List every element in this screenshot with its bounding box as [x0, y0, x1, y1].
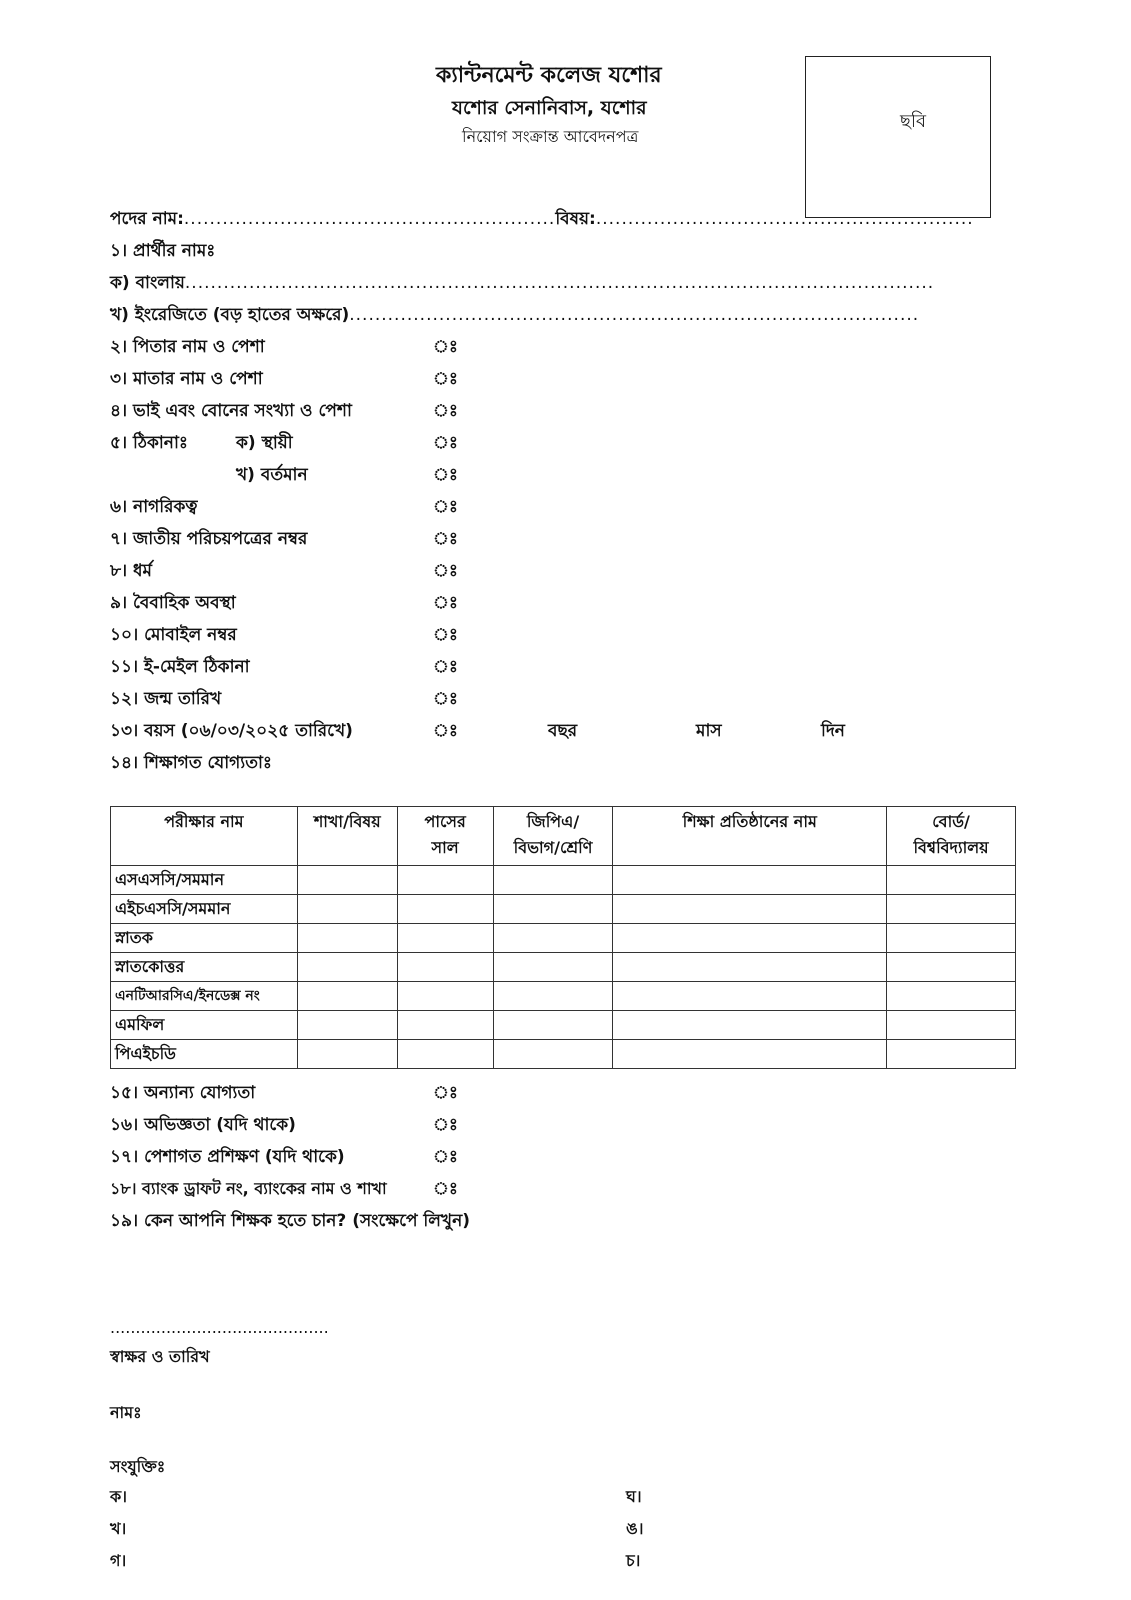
attachment-cha: চ।	[626, 1551, 641, 1570]
cell[interactable]	[297, 866, 397, 895]
table-row	[111, 1040, 1016, 1069]
cell[interactable]	[887, 1040, 1016, 1069]
cell[interactable]	[297, 1011, 397, 1040]
signature-label: স্বাক্ষর ও তারিখ	[110, 1347, 210, 1366]
table-row	[111, 953, 1016, 982]
colon-f15: ঃ	[433, 1083, 458, 1103]
row-label-ssc: এসএসসি/সমমান	[111, 866, 298, 895]
cell[interactable]	[887, 924, 1016, 953]
photo-label: ছবি	[899, 110, 927, 132]
field-name-bangla-label: ক) বাংলায়	[110, 273, 185, 293]
cell[interactable]	[493, 895, 613, 924]
row-label-phd: পিএইচডি	[111, 1040, 298, 1069]
post-label: পদের নাম:	[110, 209, 184, 229]
colon-f5a: ঃ	[433, 433, 458, 453]
field-mother: ৩। মাতার নাম ও পেশা	[110, 369, 263, 389]
field-marital: ৯। বৈবাহিক অবস্থা	[110, 593, 236, 613]
colon-f13: ঃ	[433, 721, 458, 741]
field-other-qualification: ১৫। অন্যান্য যোগ্যতা	[110, 1083, 256, 1103]
attachment-ga: গ।	[110, 1551, 127, 1570]
field-siblings: ৪। ভাই এবং বোনের সংখ্যা ও পেশা	[110, 401, 352, 421]
age-day-label: দিন	[821, 721, 845, 741]
cell[interactable]	[297, 953, 397, 982]
col-header-subject: শাখা/বিষয়	[297, 807, 397, 866]
colon-f11: ঃ	[433, 657, 458, 677]
field-citizenship: ৬। নাগরিকত্ব	[110, 497, 198, 517]
cell[interactable]	[297, 924, 397, 953]
cell[interactable]	[887, 895, 1016, 924]
colon-f5b: ঃ	[433, 465, 458, 485]
attachment-uma: ঙ।	[626, 1519, 644, 1538]
field-name-english-dots: .........................................................................................	[349, 305, 920, 325]
field-training: ১৭। পেশাগত প্রশিক্ষণ (যদি থাকে)	[110, 1147, 345, 1167]
cell[interactable]	[887, 982, 1016, 1011]
colon-f9: ঃ	[433, 593, 458, 613]
age-year-label: বছর	[548, 721, 578, 741]
table-row	[111, 866, 1016, 895]
cell[interactable]	[493, 982, 613, 1011]
colon-f17: ঃ	[433, 1147, 458, 1167]
cell[interactable]	[493, 953, 613, 982]
field-name-english	[110, 302, 919, 330]
table-row	[111, 895, 1016, 924]
signature-dots: ...........................................	[110, 1318, 329, 1337]
colon-f2: ঃ	[433, 337, 458, 357]
name-label: নামঃ	[110, 1403, 142, 1422]
field-religion: ৮। ধর্ম	[110, 561, 152, 581]
field-name-english-label: খ) ইংরেজিতে (বড় হাতের অক্ষরে)	[110, 305, 350, 325]
education-table	[110, 806, 1016, 1069]
college-name: ক্যান্টনমেন্ট কলেজ যশোর	[436, 63, 662, 88]
cell[interactable]	[493, 1011, 613, 1040]
cell[interactable]	[397, 953, 493, 982]
cell[interactable]	[397, 982, 493, 1011]
cell[interactable]	[613, 953, 887, 982]
colon-f12: ঃ	[433, 689, 458, 709]
cell[interactable]	[297, 982, 397, 1011]
row-label-mphil: এমফিল	[111, 1011, 298, 1040]
cell[interactable]	[613, 866, 887, 895]
field-address-present: খ) বর্তমান	[236, 465, 308, 485]
colon-f7: ঃ	[433, 529, 458, 549]
cell[interactable]	[297, 1040, 397, 1069]
post-line	[110, 206, 974, 234]
post-dots: ..........................................................	[183, 209, 556, 229]
row-label-ntrca: এনটিআরসিএ/ইনডেক্স নং	[111, 982, 298, 1011]
cell[interactable]	[887, 1011, 1016, 1040]
attachment-ka: ক।	[110, 1487, 127, 1506]
cell[interactable]	[613, 895, 887, 924]
college-location: যশোর সেনানিবাস, যশোর	[452, 97, 647, 119]
field-applicant-name: ১। প্রার্থীর নামঃ	[110, 241, 216, 261]
row-label-hsc: এইচএসসি/সমমান	[111, 895, 298, 924]
form-title: নিয়োগ সংক্রান্ত আবেদনপত্র	[462, 127, 639, 146]
cell[interactable]	[493, 924, 613, 953]
colon-f16: ঃ	[433, 1115, 458, 1135]
colon-f3: ঃ	[433, 369, 458, 389]
cell[interactable]	[397, 1011, 493, 1040]
cell[interactable]	[613, 1011, 887, 1040]
field-father: ২। পিতার নাম ও পেশা	[110, 337, 265, 357]
attachments-label: সংযুক্তিঃ	[110, 1457, 166, 1476]
field-experience: ১৬। অভিজ্ঞতা (যদি থাকে)	[110, 1115, 296, 1135]
cell[interactable]	[397, 895, 493, 924]
photo-box	[805, 56, 991, 218]
cell[interactable]	[613, 1040, 887, 1069]
col-header-board: বোর্ড/ বিশ্ববিদ্যালয়	[887, 807, 1016, 866]
table-row	[111, 1011, 1016, 1040]
colon-f8: ঃ	[433, 561, 458, 581]
subject-label: বিষয়:	[555, 209, 596, 229]
cell[interactable]	[397, 1040, 493, 1069]
colon-f18: ঃ	[433, 1179, 458, 1199]
col-header-exam: পরীক্ষার নাম	[111, 807, 298, 866]
cell[interactable]	[887, 953, 1016, 982]
col-header-institution: শিক্ষা প্রতিষ্ঠানের নাম	[613, 807, 887, 866]
field-name-bangla-dots: .....................................................................................................................	[184, 273, 935, 293]
row-label-masters: স্নাতকোত্তর	[111, 953, 298, 982]
cell[interactable]	[397, 866, 493, 895]
cell[interactable]	[613, 924, 887, 953]
colon-f10: ঃ	[433, 625, 458, 645]
cell[interactable]	[493, 1040, 613, 1069]
col-header-year: পাসের সাল	[397, 807, 493, 866]
field-education: ১৪। শিক্ষাগত যোগ্যতাঃ	[110, 753, 272, 773]
field-mobile: ১০। মোবাইল নম্বর	[110, 625, 237, 645]
cell[interactable]	[613, 982, 887, 1011]
table-header-row	[111, 807, 1016, 866]
field-bank-draft: ১৮। ব্যাংক ড্রাফট নং, ব্যাংকের নাম ও শাখা	[110, 1179, 387, 1198]
field-why-teacher: ১৯। কেন আপনি শিক্ষক হতে চান? (সংক্ষেপে লিখুন)	[110, 1211, 471, 1231]
field-dob: ১২। জন্ম তারিখ	[110, 689, 222, 709]
field-address: ৫। ঠিকানাঃ	[110, 433, 188, 453]
table-row	[111, 982, 1016, 1011]
field-age: ১৩। বয়স (০৬/০৩/২০২৫ তারিখে)	[110, 721, 353, 741]
cell[interactable]	[397, 924, 493, 953]
attachment-kha: খ।	[110, 1519, 127, 1538]
cell[interactable]	[887, 866, 1016, 895]
attachment-gha: ঘ।	[626, 1487, 642, 1506]
field-name-bangla	[110, 270, 934, 298]
col-header-gpa: জিপিএ/ বিভাগ/শ্রেণি	[493, 807, 613, 866]
field-address-permanent: ক) স্থায়ী	[236, 433, 293, 453]
cell[interactable]	[493, 866, 613, 895]
colon-f6: ঃ	[433, 497, 458, 517]
colon-f4: ঃ	[433, 401, 458, 421]
table-row	[111, 924, 1016, 953]
field-nid: ৭। জাতীয় পরিচয়পত্রের নম্বর	[110, 529, 308, 549]
age-month-label: মাস	[696, 721, 722, 741]
row-label-honours: স্নাতক	[111, 924, 298, 953]
field-email: ১১। ই-মেইল ঠিকানা	[110, 657, 250, 677]
cell[interactable]	[297, 895, 397, 924]
subject-dots: ...........................................................	[595, 209, 974, 229]
